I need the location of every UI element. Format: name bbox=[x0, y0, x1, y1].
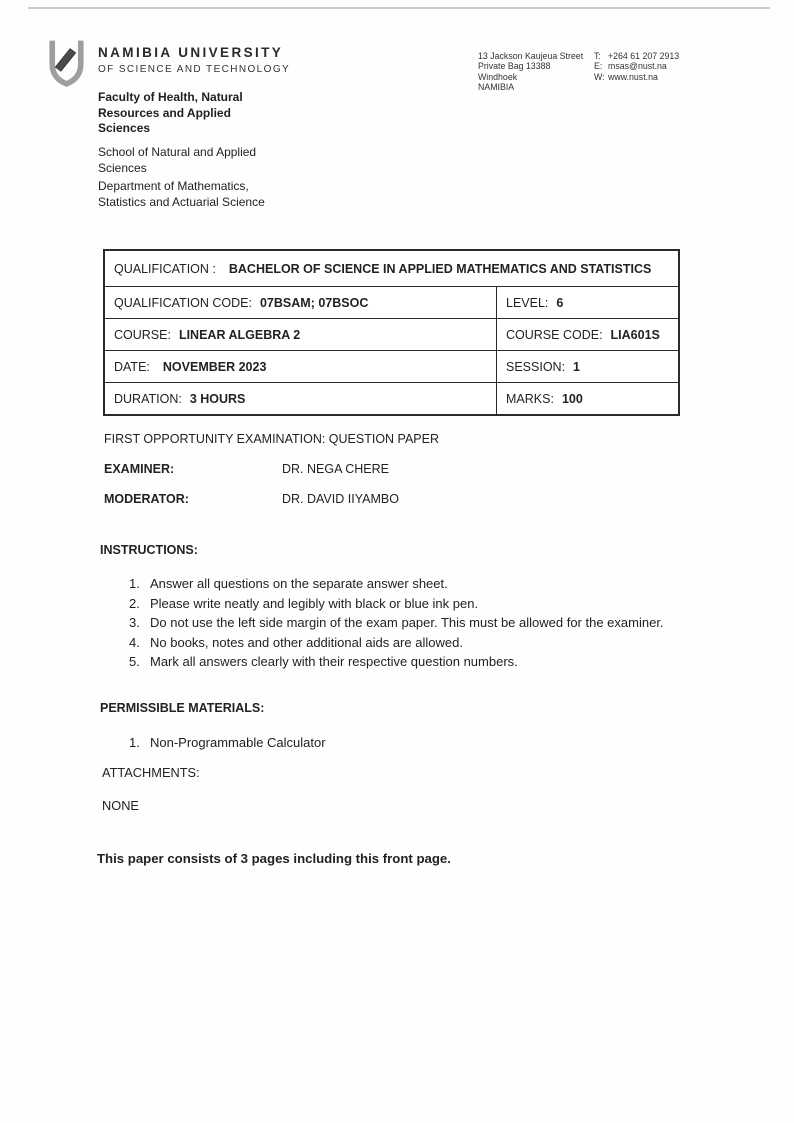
table-row-qualification bbox=[105, 251, 678, 286]
table-row-date-session bbox=[105, 350, 678, 382]
table-row-code-level bbox=[105, 286, 678, 318]
course-code-label: COURSE CODE: bbox=[506, 327, 603, 342]
moderator-row bbox=[104, 492, 604, 506]
list-item: 3. Do not use the left side margin of the exam paper. This must be allowed for the examiner. bbox=[129, 615, 664, 630]
permissible-materials-heading: PERMISSIBLE MATERIALS: bbox=[100, 701, 265, 715]
exam-type-line: FIRST OPPORTUNITY EXAMINATION: QUESTION PAPER bbox=[104, 432, 440, 446]
instructions-heading: INSTRUCTIONS: bbox=[100, 543, 198, 557]
website-line: W: www.nust.na bbox=[594, 71, 658, 82]
date-value: NOVEMBER 2023 bbox=[162, 359, 267, 374]
level-value: 6 bbox=[556, 295, 564, 310]
school-name: School of Natural and Applied Sciences bbox=[98, 145, 257, 175]
address-line: NAMIBIA bbox=[478, 82, 515, 93]
session-label: SESSION: bbox=[506, 359, 566, 374]
qualification-code-value: 07BSAM; 07BSOC bbox=[259, 295, 369, 310]
marks-label: MARKS: bbox=[506, 391, 554, 406]
page-count-note: This paper consists of 3 pages including this front page. bbox=[97, 851, 451, 866]
nust-shield-logo-icon bbox=[39, 35, 94, 91]
moderator-name: DR. DAVID IIYAMBO bbox=[282, 492, 399, 506]
address-line: Private Bag 13388 bbox=[478, 61, 551, 72]
course-code-value: LIA601S bbox=[610, 327, 660, 342]
contact-block bbox=[594, 51, 679, 82]
instructions-list bbox=[129, 574, 666, 672]
permissible-materials-list bbox=[129, 733, 666, 753]
date-label: DATE: bbox=[114, 359, 150, 374]
list-item: 4. No books, notes and other additional aids are allowed. bbox=[129, 634, 463, 650]
course-value: LINEAR ALGEBRA 2 bbox=[178, 327, 301, 342]
attachments-heading: ATTACHMENTS: bbox=[102, 765, 200, 780]
list-item: 1. Non-Programmable Calculator bbox=[129, 735, 326, 750]
examiner-row bbox=[104, 462, 604, 476]
address-line: Windhoek bbox=[478, 71, 518, 82]
list-item: 2. Please write neatly and legibly with black or blue ink pen. bbox=[129, 595, 479, 611]
university-name: NAMIBIA UNIVERSITY bbox=[98, 45, 284, 60]
qualification-label: QUALIFICATION : bbox=[114, 261, 216, 276]
faculty-name: Faculty of Health, Natural Resources and Applied Sciences bbox=[98, 90, 243, 135]
department-name: Department of Mathematics, Statistics and Actuarial Science bbox=[98, 179, 265, 209]
examiner-label: EXAMINER: bbox=[104, 462, 175, 476]
exam-info-table bbox=[103, 249, 680, 416]
university-subtitle: OF SCIENCE AND TECHNOLOGY bbox=[98, 64, 291, 75]
table-row-course bbox=[105, 318, 678, 350]
attachments-value: NONE bbox=[102, 798, 139, 813]
email-line: E: msas@nust.na bbox=[594, 61, 667, 72]
address-line: 13 Jackson Kaujeua Street bbox=[478, 51, 584, 61]
marks-value: 100 bbox=[561, 391, 583, 406]
duration-value: 3 HOURS bbox=[189, 391, 246, 406]
phone-line: T: +264 61 207 2913 bbox=[594, 51, 680, 61]
table-row-duration-marks bbox=[105, 382, 678, 414]
list-item: 1. Answer all questions on the separate answer sheet. bbox=[129, 576, 448, 591]
qualification-value: BACHELOR OF SCIENCE IN APPLIED MATHEMATICS AND STATISTICS bbox=[228, 261, 652, 276]
course-label: COURSE: bbox=[114, 327, 171, 342]
address-block bbox=[478, 51, 583, 93]
moderator-label: MODERATOR: bbox=[104, 492, 189, 506]
list-item: 5. Mark all answers clearly with their respective question numbers. bbox=[129, 654, 518, 669]
level-label: LEVEL: bbox=[506, 295, 549, 310]
session-value: 1 bbox=[573, 359, 580, 374]
examiner-name: DR. NEGA CHERE bbox=[282, 462, 389, 476]
duration-label: DURATION: bbox=[114, 391, 182, 406]
qualification-code-label: QUALIFICATION CODE: bbox=[114, 295, 252, 310]
scan-artifact-line bbox=[28, 7, 770, 9]
